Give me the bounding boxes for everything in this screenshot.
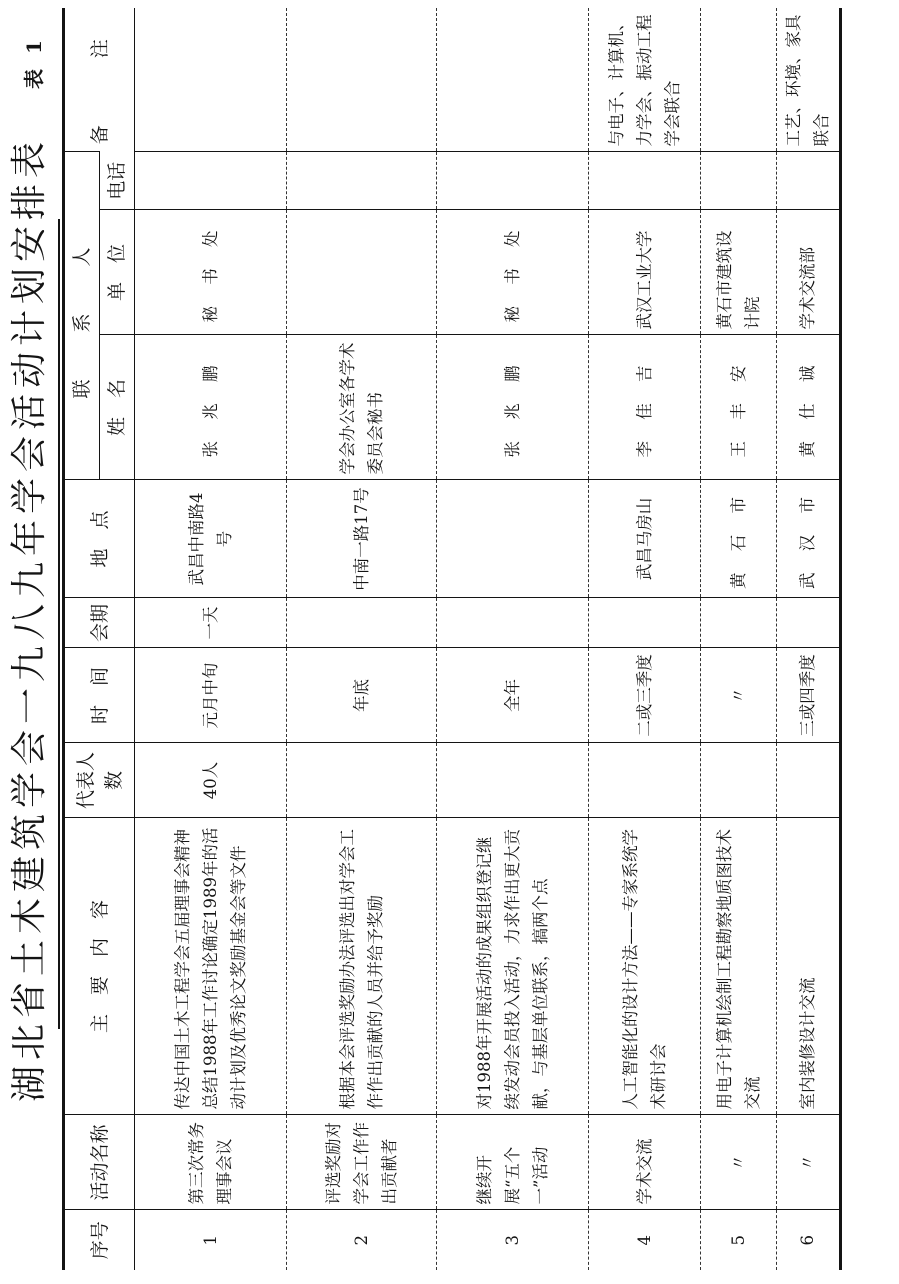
cell-contact-phone xyxy=(287,152,437,210)
table-header-row xyxy=(64,8,100,1270)
cell-delegates xyxy=(287,743,437,818)
document-title: 湖北省土木建筑学会一九八九年学会活动计划安排表 xyxy=(9,136,50,1103)
cell-contact-unit: 武汉工业大学 xyxy=(589,210,701,335)
cell-main-content: 传达中国土木工程学会五届理事会精神总结1988年工作讨论确定1989年的活动计划及优秀论文奖励基金会等文件 xyxy=(135,818,287,1115)
cell-remark xyxy=(701,8,777,152)
header-contact-unit: 单 位 xyxy=(100,210,135,335)
cell-contact-unit: 秘 书 处 xyxy=(135,210,287,335)
cell-main-content: 根据本会评选奖励办法评选出对学会工作作出贡献的人员并给予奖励 xyxy=(287,818,437,1115)
header-contact-person: 联 系 人 xyxy=(64,152,100,480)
table-row xyxy=(777,8,841,1270)
cell-duration xyxy=(701,598,777,648)
cell-time: 元月中旬 xyxy=(135,648,287,743)
cell-place: 武昌马房山 xyxy=(589,480,701,598)
header-main-content: 主 要 内 容 xyxy=(64,818,135,1115)
cell-main-content: 人工智能化的设计方法——专家系统学术研讨会 xyxy=(589,818,701,1115)
header-duration: 会期 xyxy=(64,598,135,648)
cell-activity-name: 评选奖励对学会工作作出贡献者 xyxy=(287,1115,437,1210)
activity-plan-table xyxy=(62,8,842,1270)
table-row xyxy=(437,8,589,1270)
cell-place: 黄 石 市 xyxy=(701,480,777,598)
cell-remark: 与电子、计算机、力学会、振动工程学会联合 xyxy=(589,8,701,152)
title-underline xyxy=(58,219,60,1029)
cell-contact-phone xyxy=(135,152,287,210)
cell-contact-phone xyxy=(437,152,589,210)
header-remark: 备 注 xyxy=(64,8,135,152)
cell-remark: 工艺、环境、家具联合 xyxy=(777,8,841,152)
table-row xyxy=(589,8,701,1270)
cell-seq: 3 xyxy=(437,1210,589,1270)
cell-time: 三或四季度 xyxy=(777,648,841,743)
header-place: 地 点 xyxy=(64,480,135,598)
cell-contact-unit xyxy=(287,210,437,335)
table-row xyxy=(135,8,287,1270)
cell-contact-name: 张 兆 鹏 xyxy=(437,335,589,480)
header-time: 时 间 xyxy=(64,648,135,743)
header-activity-name: 活动名称 xyxy=(64,1115,135,1210)
table-row xyxy=(287,8,437,1270)
cell-activity-name: 继续开展“五个一”活动 xyxy=(437,1115,589,1210)
cell-duration xyxy=(437,598,589,648)
header-seq: 序号 xyxy=(64,1210,135,1270)
cell-main-content: 对1988年开展活动的成果组织登记继续发动会员投入活动，力求作出更大贡献，与基层单位联系，搞两个点 xyxy=(437,818,589,1115)
header-contact-phone: 电话 xyxy=(100,152,135,210)
cell-activity-name: 学术交流 xyxy=(589,1115,701,1210)
cell-activity-name: 〃 xyxy=(777,1115,841,1210)
cell-seq: 4 xyxy=(589,1210,701,1270)
cell-contact-name: 张 兆 鹏 xyxy=(135,335,287,480)
cell-time: 〃 xyxy=(701,648,777,743)
cell-main-content: 用电子计算机绘制工程勘察地质图技术交流 xyxy=(701,818,777,1115)
cell-contact-unit: 学术交流部 xyxy=(777,210,841,335)
cell-delegates xyxy=(777,743,841,818)
cell-contact-name: 学会办公室各学术委员会秘书 xyxy=(287,335,437,480)
cell-seq: 6 xyxy=(777,1210,841,1270)
cell-contact-unit: 黄石市建筑设计院 xyxy=(701,210,777,335)
cell-contact-phone xyxy=(589,152,701,210)
cell-contact-phone xyxy=(777,152,841,210)
cell-seq: 2 xyxy=(287,1210,437,1270)
cell-contact-phone xyxy=(701,152,777,210)
cell-main-content: 室内装修设计交流 xyxy=(777,818,841,1115)
cell-time: 全年 xyxy=(437,648,589,743)
header-contact-name: 姓 名 xyxy=(100,335,135,480)
cell-delegates: 40人 xyxy=(135,743,287,818)
cell-place xyxy=(437,480,589,598)
cell-delegates xyxy=(701,743,777,818)
cell-time: 年底 xyxy=(287,648,437,743)
cell-duration xyxy=(589,598,701,648)
header-delegates: 代表人数 xyxy=(64,743,135,818)
cell-delegates xyxy=(437,743,589,818)
cell-duration xyxy=(777,598,841,648)
cell-place: 武 汉 市 xyxy=(777,480,841,598)
cell-contact-unit: 秘 书 处 xyxy=(437,210,589,335)
cell-contact-name: 李 佳 吉 xyxy=(589,335,701,480)
cell-seq: 1 xyxy=(135,1210,287,1270)
cell-delegates xyxy=(589,743,701,818)
cell-time: 二或三季度 xyxy=(589,648,701,743)
cell-duration: 一天 xyxy=(135,598,287,648)
cell-seq: 5 xyxy=(701,1210,777,1270)
table-row xyxy=(701,8,777,1270)
cell-contact-name: 黄 仕 诚 xyxy=(777,335,841,480)
cell-remark xyxy=(437,8,589,152)
cell-activity-name: 〃 xyxy=(701,1115,777,1210)
table-number: 表 1 xyxy=(22,36,46,89)
cell-remark xyxy=(287,8,437,152)
cell-remark xyxy=(135,8,287,152)
cell-duration xyxy=(287,598,437,648)
cell-place: 武昌中南路4号 xyxy=(135,480,287,598)
cell-place: 中南一路17号 xyxy=(287,480,437,598)
cell-activity-name: 第三次常务理事会议 xyxy=(135,1115,287,1210)
cell-contact-name: 王 丰 安 xyxy=(701,335,777,480)
